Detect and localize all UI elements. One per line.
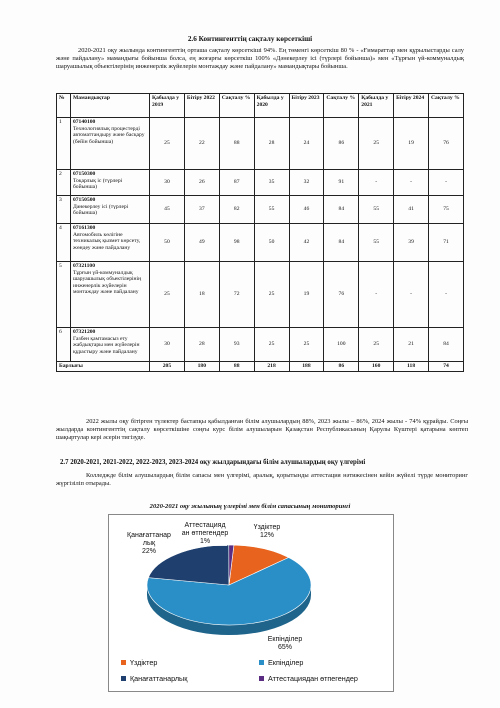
value-cell: - <box>359 262 394 328</box>
table-header-cell: Бітіру 2022 <box>184 94 219 118</box>
table-row <box>57 196 464 224</box>
legend-label: Екпінділер <box>268 658 304 667</box>
table-row <box>57 118 464 170</box>
value-cell: 22 <box>184 118 219 170</box>
specialty-name: Автомобиль көлігіне техникалық қызмет көрсету, жөндеу және пайдалану <box>72 231 141 251</box>
value-cell: 25 <box>359 118 394 170</box>
specialty-code: 07321100 <box>72 263 96 269</box>
legend-swatch <box>121 676 126 681</box>
specialty-name: Технологиялық процестерді автоматтандыру және басқару (бейін бойынша) <box>72 125 145 145</box>
table-header-cell: Бітіру 2024 <box>394 94 429 118</box>
value-cell: 50 <box>150 224 185 262</box>
table-row <box>57 170 464 196</box>
value-cell: - <box>429 262 464 328</box>
table-header-cell: Бітіру 2023 <box>289 94 324 118</box>
summary-paragraph: 2022 жылы оқу бітірген түлектер бастапқы қабылданған білім алушылардың 88%, 2023 жылы – 86%, 2024 жылы - 74% құрайды. Соңғы жылдарда контингенттің сақталу көрсеткішіне соңғы курс білім алушыларын Қазақстан Республикасының Қарулы Күштері қатарына көптеп шақыртулар кері әсерін тигізуде. <box>56 418 468 442</box>
value-cell: 98 <box>219 224 254 262</box>
value-cell: 55 <box>254 196 289 224</box>
value-cell: 28 <box>254 118 289 170</box>
total-value-cell: 218 <box>254 362 289 372</box>
row-number: 3 <box>57 196 71 224</box>
value-cell: 42 <box>289 224 324 262</box>
value-cell: 39 <box>394 224 429 262</box>
value-cell: 28 <box>184 328 219 362</box>
total-value-cell: 160 <box>359 362 394 372</box>
specialty-name: Тұрғын үй-коммуналдық шаруашылық объектілерінің инженерлік жүйелерін монтаждау және пайдалану <box>72 269 142 296</box>
value-cell: 24 <box>289 118 324 170</box>
value-cell: 76 <box>324 262 359 328</box>
total-value-cell: 188 <box>289 362 324 372</box>
value-cell: 50 <box>254 224 289 262</box>
pie-data-label-line: 1% <box>199 538 211 545</box>
chart-title: 2020-2021 оқу жылының үлгерімі мен білім сапасының мониторингі <box>149 503 351 510</box>
table-header-cell: Қабылда у 2021 <box>359 94 394 118</box>
section2-paragraph: Колледжде білім алушылардың білім сапасы мен үлгерімі, аралық, қорытынды аттестация нәтижесінен кейін жүйелі түрде мониторинг жүргізіліп отырады. <box>56 472 468 488</box>
row-number: 1 <box>57 118 71 170</box>
value-cell: 25 <box>359 328 394 362</box>
value-cell: 19 <box>289 262 324 328</box>
specialty-cell <box>70 224 149 262</box>
specialty-code: 07321200 <box>72 329 96 335</box>
value-cell: 71 <box>429 224 464 262</box>
specialty-code: 07150300 <box>72 171 96 177</box>
row-number: 5 <box>57 262 71 328</box>
value-cell: - <box>394 170 429 196</box>
value-cell: 75 <box>429 196 464 224</box>
specialty-cell <box>70 328 149 362</box>
row-number: 6 <box>57 328 71 362</box>
pie-data-label-line: Үздіктер <box>253 524 281 531</box>
value-cell: 86 <box>324 118 359 170</box>
value-cell: 100 <box>324 328 359 362</box>
value-cell: 18 <box>184 262 219 328</box>
total-value-cell: 118 <box>394 362 429 372</box>
value-cell: 25 <box>254 328 289 362</box>
specialty-code: 07161300 <box>72 225 96 231</box>
total-label: Барлығы <box>57 362 150 372</box>
specialty-cell <box>70 170 149 196</box>
value-cell: 82 <box>219 196 254 224</box>
pie-chart <box>109 515 395 693</box>
specialty-name: Газбен қамтамасыз ету жабдықтары мен жүйелерін құрастыру және пайдалану <box>72 335 140 355</box>
pie-data-label-line: 65% <box>277 644 293 651</box>
legend-label: Қанағаттанарлық <box>130 674 188 683</box>
legend-label: Аттестациядан өтпегендер <box>268 674 358 683</box>
legend-swatch <box>121 660 126 665</box>
value-cell: 84 <box>429 328 464 362</box>
value-cell: 32 <box>289 170 324 196</box>
table-header-row <box>57 94 464 118</box>
value-cell: 25 <box>150 262 185 328</box>
table-row <box>57 328 464 362</box>
value-cell: 93 <box>219 328 254 362</box>
total-value-cell: 74 <box>429 362 464 372</box>
row-number: 4 <box>57 224 71 262</box>
value-cell: 45 <box>150 196 185 224</box>
value-cell: 88 <box>219 118 254 170</box>
value-cell: 25 <box>289 328 324 362</box>
pie-data-label <box>127 530 171 556</box>
specialty-code: 07150500 <box>72 197 96 203</box>
specialty-cell <box>70 196 149 224</box>
value-cell: 55 <box>359 196 394 224</box>
table-body <box>57 118 464 372</box>
pie-data-label-line: Қанағаттанар <box>127 532 171 539</box>
pie-data-label-line: Екпінділер <box>267 636 303 643</box>
value-cell: 76 <box>429 118 464 170</box>
total-value-cell: 86 <box>324 362 359 372</box>
pie-chart-box <box>108 514 394 692</box>
specialty-code: 07140100 <box>72 119 96 125</box>
total-value-cell: 180 <box>184 362 219 372</box>
value-cell: 30 <box>150 328 185 362</box>
total-row <box>57 362 464 372</box>
table-row <box>57 224 464 262</box>
value-cell: 46 <box>289 196 324 224</box>
pie-data-label-line: Аттестацияд <box>184 522 226 529</box>
value-cell: 37 <box>184 196 219 224</box>
section2-title: 2.7 2020-2021, 2021-2022, 2022-2023, 2023-2024 оқу жылдарындағы білім алушылардың оқу үлгерімі <box>60 459 366 466</box>
specialty-name: Тоқарлық іс (түрлері бойынша) <box>72 177 123 191</box>
pie-data-label <box>182 520 229 546</box>
total-value-cell: 205 <box>150 362 185 372</box>
legend-swatch <box>259 660 264 665</box>
total-value-cell: 88 <box>219 362 254 372</box>
value-cell: 35 <box>254 170 289 196</box>
value-cell: - <box>394 262 429 328</box>
table-header-cell: № <box>57 94 71 118</box>
value-cell: 91 <box>324 170 359 196</box>
legend-label: Үздіктер <box>130 658 158 667</box>
table-header-cell: Сақталу % <box>324 94 359 118</box>
table-row <box>57 262 464 328</box>
retention-table <box>56 93 464 372</box>
section-title: 2.6 Контингенттің сақталу көрсеткіші <box>187 35 313 43</box>
value-cell: 30 <box>150 170 185 196</box>
table-header-cell: Сақталу % <box>219 94 254 118</box>
row-number: 2 <box>57 170 71 196</box>
legend-swatch <box>259 676 264 681</box>
pie-data-label-line: 12% <box>259 532 275 539</box>
section-paragraph: 2020-2021 оқу жылында контингенттің орташа сақталу көрсеткіші 94%. Ең төменгі көрсеткіш 80 % - «Ғимараттар мен құрылыстарды салу және пайдалану» мамандығы бойынша болса, ең жоғарғы көрсеткіш 100% «Дәнекерлеу ісі (түрлері бойынша)» мен «Тұрғын үй-коммуналдық шаруашылық объектілерінің инженерлік жүйелерін монтаждау және пайдалану» мамандықтары бойынша. <box>56 47 464 71</box>
table-header-cell: Мамандықтар <box>70 94 149 118</box>
pie-data-label <box>263 634 307 652</box>
value-cell: 26 <box>184 170 219 196</box>
value-cell: 84 <box>324 224 359 262</box>
value-cell: 21 <box>394 328 429 362</box>
value-cell: - <box>429 170 464 196</box>
pie-data-label-line: 22% <box>141 548 157 555</box>
table-header-cell: Қабылда у 2020 <box>254 94 289 118</box>
specialty-cell <box>70 118 149 170</box>
value-cell: 55 <box>359 224 394 262</box>
value-cell: 19 <box>394 118 429 170</box>
value-cell: - <box>359 170 394 196</box>
value-cell: 25 <box>150 118 185 170</box>
value-cell: 87 <box>219 170 254 196</box>
value-cell: 41 <box>394 196 429 224</box>
specialty-cell <box>70 262 149 328</box>
table-header-cell: Сақталу % <box>429 94 464 118</box>
pie-data-label-line: лық <box>142 540 156 547</box>
pie-data-label-line: ан өтпегендер <box>181 530 229 537</box>
value-cell: 49 <box>184 224 219 262</box>
pie-data-label <box>245 522 289 540</box>
table-header-cell: Қабылда у 2019 <box>150 94 185 118</box>
value-cell: 84 <box>324 196 359 224</box>
specialty-name: Дәнекерлеу ісі (түрлері бойынша) <box>72 203 129 217</box>
value-cell: 72 <box>219 262 254 328</box>
value-cell: 25 <box>254 262 289 328</box>
